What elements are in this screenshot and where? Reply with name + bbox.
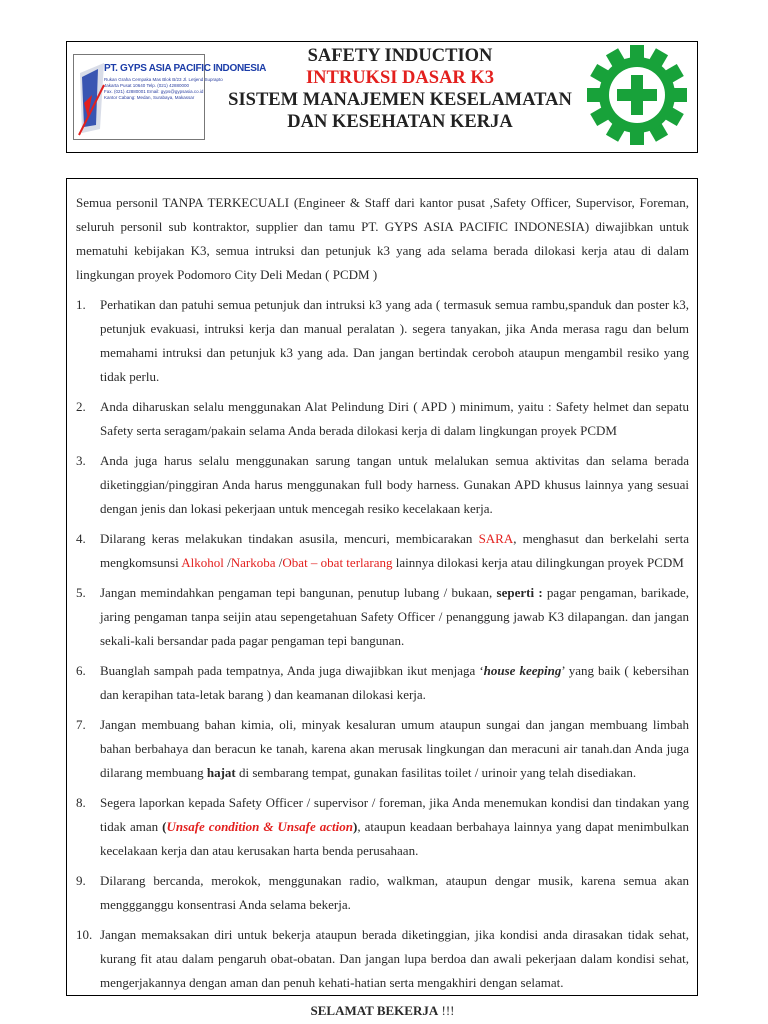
logo-address-line: Kantor Cabang: Medan, Surabaya, Makassar — [104, 95, 195, 100]
document-title-block — [207, 45, 593, 133]
item-number: 6. — [76, 663, 86, 678]
item-text: , ataupun keadaan berbahaya lainnya yang dapat menimbulkan kecelakaan kerja dan atau kerusakan harta benda perusahaan. — [100, 819, 689, 858]
list-item — [76, 395, 689, 443]
k3-gear-cross-emblem-icon — [585, 43, 689, 147]
list-item — [76, 713, 689, 785]
title-safety-induction: SAFETY INDUCTION — [307, 46, 493, 66]
item-text: / — [275, 555, 283, 570]
item-number: 1. — [76, 297, 86, 312]
closing-message — [76, 999, 689, 1023]
logo-address-line: Rukan Graha Cempaka Mas Blok B/23 Jl. Letjend Suprapto — [104, 77, 223, 82]
logo-address-line: Fax. (021) 42880001 Email: gyps@gypsasia.co.id — [104, 89, 204, 94]
highlight-narkoba: Narkoba — [230, 555, 276, 570]
item-text: di sembarang tempat, gunakan fasilitas toilet / urinoir yang telah disediakan. — [235, 765, 637, 780]
item-number: 10. — [76, 927, 93, 942]
item-text: Segera laporkan kepada Safety Officer / supervisor / foreman, jika Anda menemukan kondisi dan tindakan yang tidak aman — [100, 795, 689, 834]
item-text: Jangan memaksakan diri untuk bekerja ataupun berada diketinggian, jika kondisi anda dirasakan tidak sehat, kurang fit atau dalam pengaruh obat-obatan. Dan jangan lupa berdoa dan awali pekerjaan dalam kondisi sehat, mengerjakannya dengan aman dan penuh kehati-hatian serta mengakhiri dengan selamat. — [100, 927, 689, 990]
item-number: 4. — [76, 531, 86, 546]
logo-company-name: PT. GYPS ASIA PACIFIC INDONESIA — [104, 63, 267, 74]
title-sistem-manajemen: SISTEM MANAJEMEN KESELAMATAN — [228, 90, 572, 110]
item-text: Jangan membuang bahan kimia, oli, minyak kesaluran umum ataupun sungai dan jangan membuang limbah bahan berbahaya dan beracun ke tanah, karena akan merusak lingkungan dan meracuni air tanah.dan Anda juga dilarang membuang — [100, 717, 689, 780]
item-number: 5. — [76, 585, 86, 600]
item-number: 9. — [76, 873, 86, 888]
intro-paragraph: Semua personil TANPA TERKECUALI (Engineer & Staff dari kantor pusat ,Safety Officer, Supervisor, Foreman, seluruh personil sub kontraktor, supplier dan tamu PT. GYPS ASIA PACIFIC INDONESIA) diwajibkan untuk mematuhi kebijakan K3, semua intruksi dan petunjuk k3 yang ada selama berada dilokasi kerja atau di dalam lingkungan proyek Podomoro City Deli Medan ( PCDM ) — [76, 195, 689, 282]
item-text: , menghasut dan berkelahi serta mengkomsunsi — [100, 531, 689, 570]
item-text: Anda juga harus selalu menggunakan sarung tangan untuk melalukan semua aktivitas dan selama berada diketinggian/pinggiran Anda harus menggunakan full body harness. Gunakan APD khusus lainnya yang sesuai dengan jenis dan lokasi pekerjaan untuk mencegah resiko kecelakaan kerja. — [100, 453, 689, 516]
item-text: Anda diharuskan selalu menggunakan Alat Pelindung Diri ( APD ) minimum, yaitu : Safety helmet dan sepatu Safety serta seragam/pakain selama Anda berada dilokasi kerja di dalam lingkungan proyek PCDM — [100, 399, 689, 438]
list-item — [76, 923, 689, 995]
item-text: lainnya dilokasi kerja atau dilingkungan proyek PCDM — [392, 555, 684, 570]
list-item — [76, 581, 689, 653]
item-text: Dilarang bercanda, merokok, menggunakan radio, walkman, ataupun dengar musik, karena semua akan menggganggu konsentrasi Anda selama bekerja. — [100, 873, 689, 912]
item-text: Buanglah sampah pada tempatnya, Anda juga diwajibkan ikut menjaga ‘ — [100, 663, 484, 678]
highlight-obat-terlarang: Obat – obat terlarang — [282, 555, 393, 570]
highlight-alkohol: Alkohol — [181, 555, 224, 570]
item-number: 7. — [76, 717, 86, 732]
list-item — [76, 659, 689, 707]
item-number: 2. — [76, 399, 86, 414]
item-text: ’ yang baik ( kebersihan dan kerapihan tata-letak barang ) dan keamanan dilokasi kerja. — [100, 663, 690, 702]
item-number: 8. — [76, 795, 86, 810]
item-text: Perhatikan dan patuhi semua petunjuk dan intruksi k3 yang ada ( termasuk semua rambu,spanduk dan poster k3, petunjuk evakuasi, intruksi kerja dan manual peralatan ). segera tanyakan, jika Anda merasa ragu dan belum memahami intruksi dan petunjuk k3 yang ada. Dan jangan bertindak ceroboh ataupun mengambil resiko yang tidak perlu. — [100, 297, 689, 384]
emphasis-hajat: hajat — [206, 765, 236, 780]
list-item — [76, 449, 689, 521]
title-intruksi-dasar-k3: INTRUKSI DASAR K3 — [305, 68, 495, 88]
item-text: / — [223, 555, 231, 570]
item-text: pagar pengaman, barikade, jaring pengaman tanpa seijin atau sepengetahuan Safety Officer / penanggung jawab K3 dilapangan. dan jangan sekali-kali bersandar pada pagar pengaman tepi bangunan. — [100, 585, 689, 648]
paren-close: ) — [353, 819, 358, 834]
list-item — [76, 869, 689, 917]
item-text: Dilarang keras melakukan tindakan asusila, mencuri, membicarakan — [100, 531, 479, 546]
highlight-sara: SARA — [478, 531, 514, 546]
highlight-unsafe-condition: Unsafe condition & Unsafe action — [166, 819, 354, 834]
closing-text: SELAMAT BEKERJA — [310, 1003, 439, 1018]
list-item — [76, 791, 689, 863]
closing-suffix: !!! — [438, 1003, 455, 1018]
item-number: 3. — [76, 453, 86, 468]
emphasis-house-keeping: house keeping — [483, 663, 562, 678]
emphasis-seperti: seperti : — [496, 585, 543, 600]
paren-open: ( — [162, 819, 167, 834]
header-box — [66, 41, 698, 153]
list-item — [76, 527, 689, 575]
list-item — [76, 293, 689, 389]
item-text: Jangan memindahkan pengaman tepi bangunan, penutup lubang / bukaan, — [100, 585, 497, 600]
company-logo — [73, 54, 267, 140]
logo-address — [104, 77, 223, 101]
logo-address-line: Jakarta Pusat 10640 Telp. (021) 42880000 — [104, 83, 189, 88]
title-kesehatan-kerja: DAN KESEHATAN KERJA — [287, 112, 513, 132]
instructions-box — [66, 178, 698, 1018]
rules-list — [76, 293, 689, 995]
